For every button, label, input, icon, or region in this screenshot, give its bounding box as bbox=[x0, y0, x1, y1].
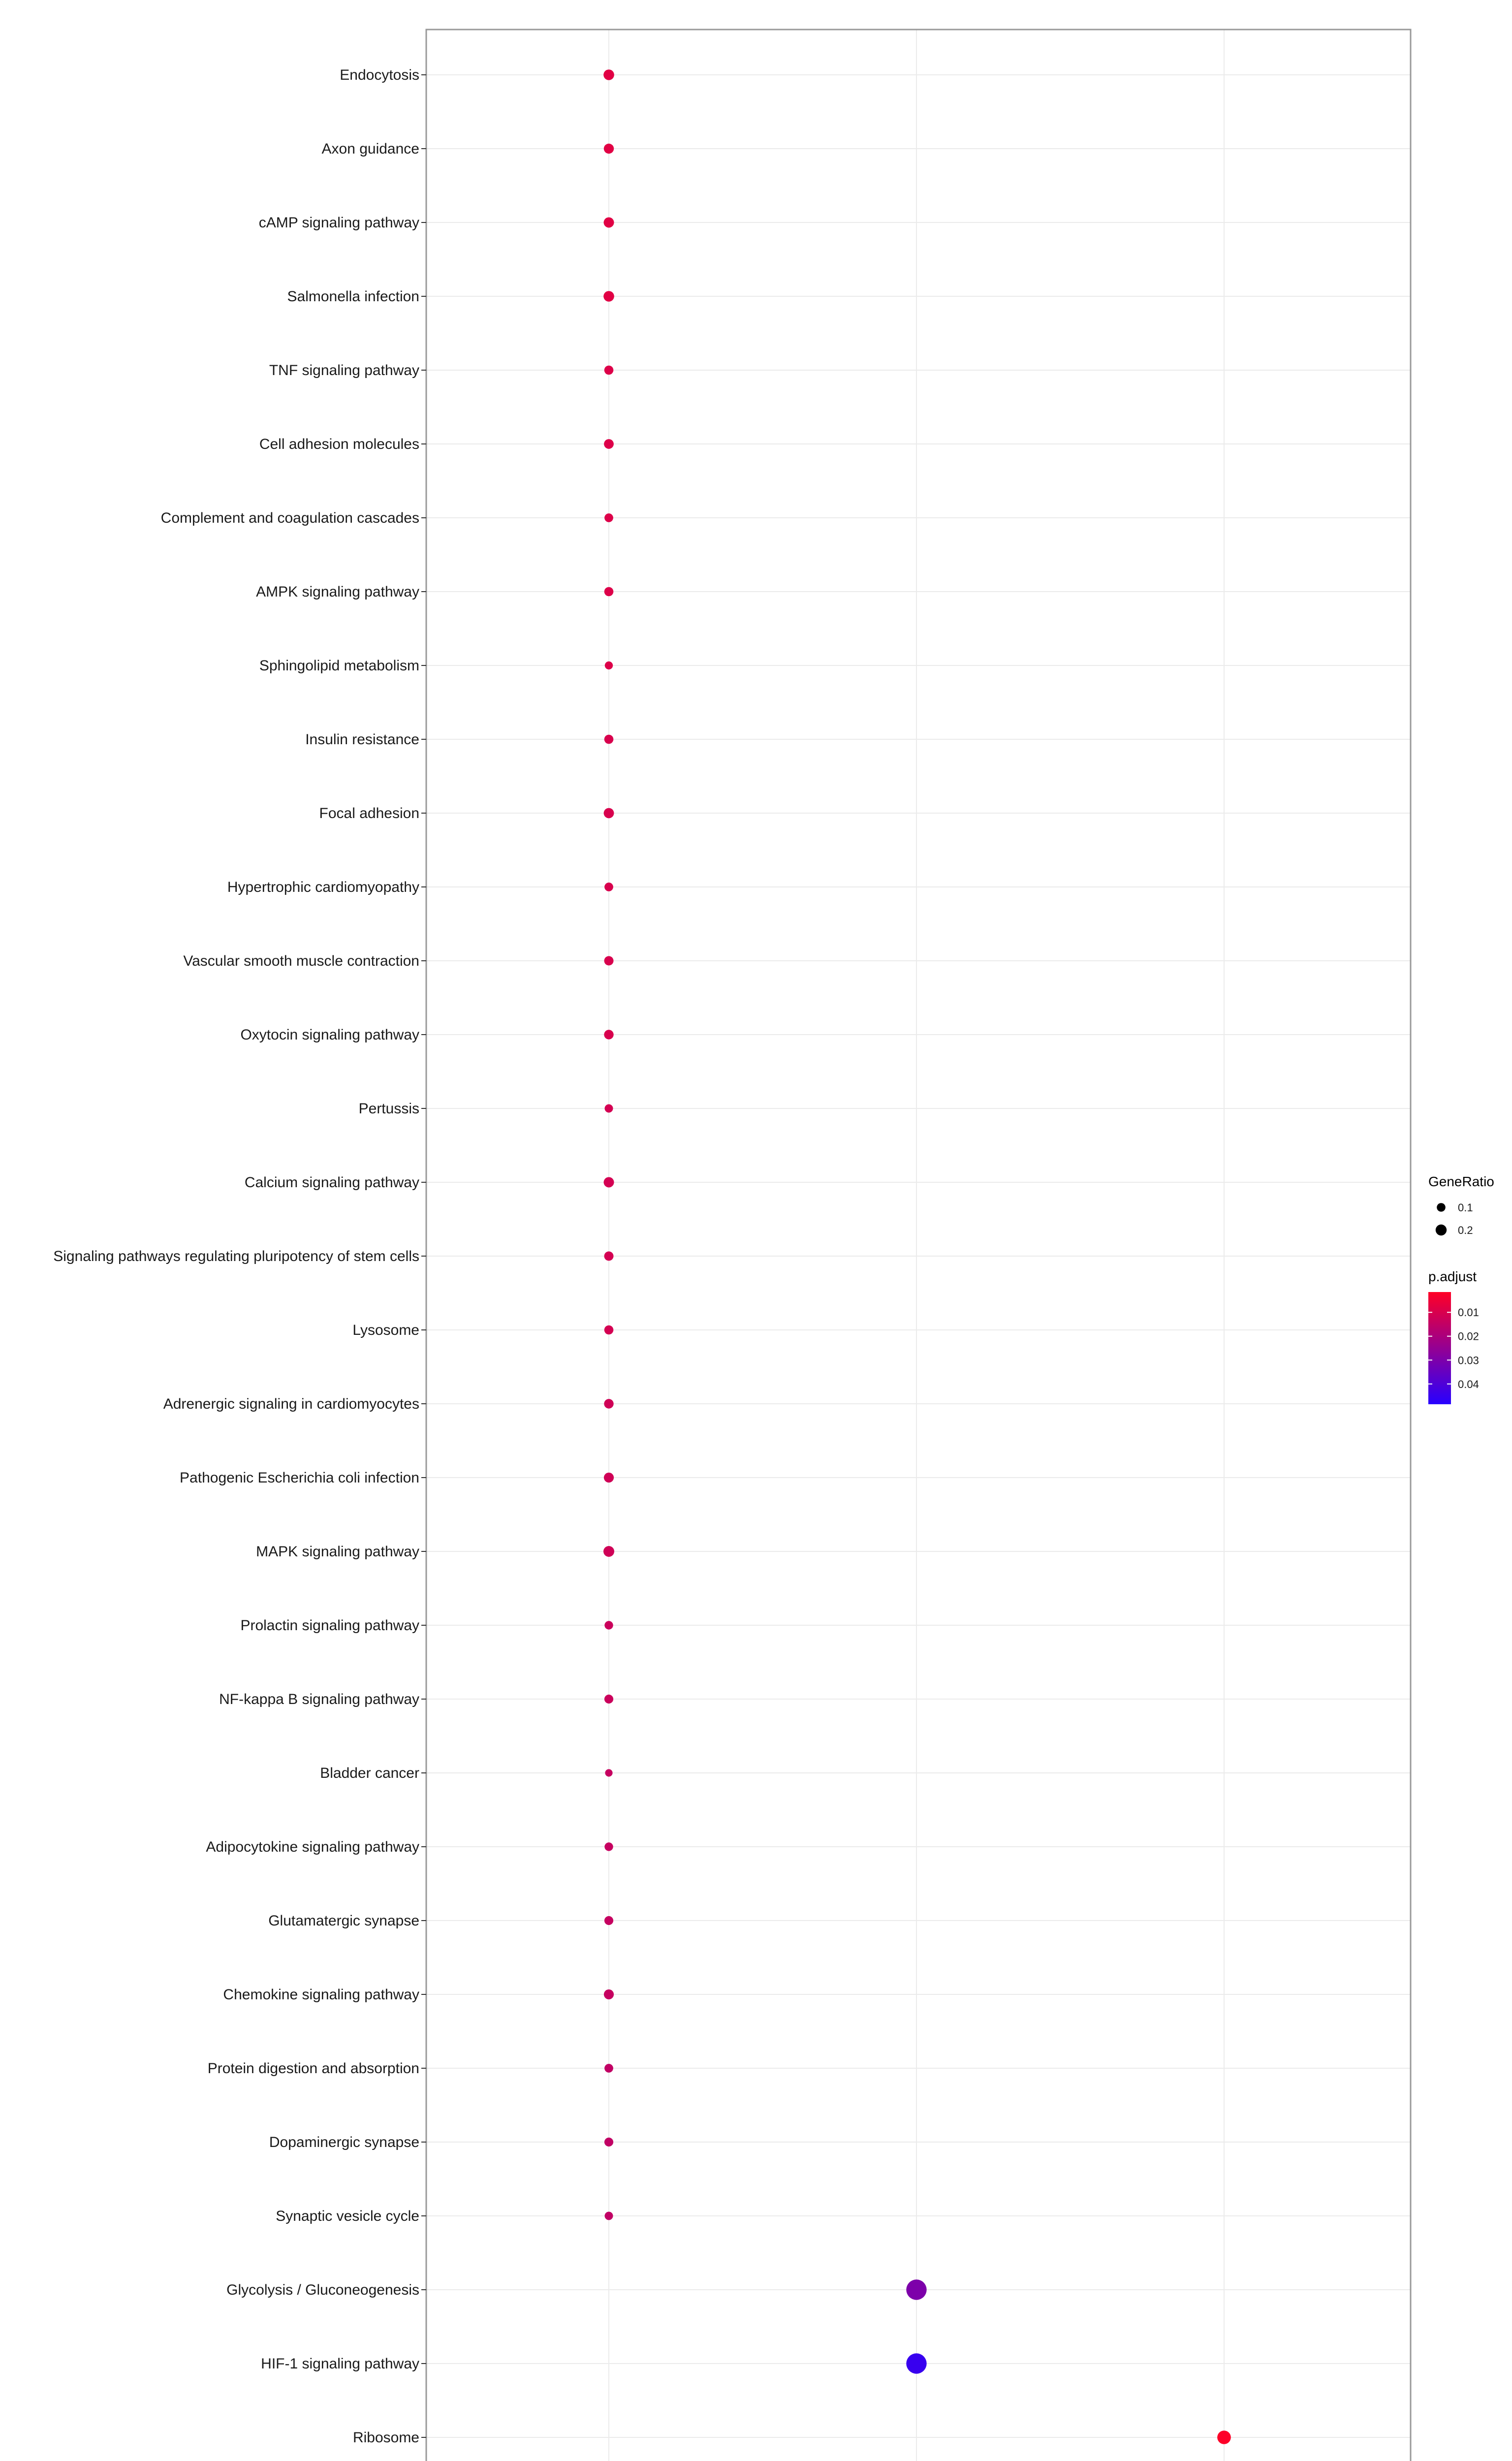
data-point bbox=[603, 69, 614, 80]
y-tick-label: Dopaminergic synapse bbox=[269, 2134, 419, 2150]
data-point bbox=[604, 2064, 613, 2073]
data-point bbox=[605, 1769, 612, 1776]
y-tick-label: Focal adhesion bbox=[319, 805, 419, 821]
data-point bbox=[604, 366, 614, 375]
data-point bbox=[604, 1695, 613, 1704]
data-point bbox=[906, 2279, 926, 2300]
data-point bbox=[604, 513, 613, 522]
size-legend-key bbox=[1436, 1225, 1447, 1235]
y-tick-label: AMPK signaling pathway bbox=[256, 584, 419, 600]
size-legend-label: 0.1 bbox=[1458, 1201, 1473, 1214]
y-tick-label: Adipocytokine signaling pathway bbox=[206, 1839, 419, 1855]
y-tick-label: Pathogenic Escherichia coli infection bbox=[180, 1470, 419, 1486]
y-tick-label: Hypertrophic cardiomyopathy bbox=[227, 879, 419, 895]
y-tick-label: Lysosome bbox=[352, 1322, 419, 1338]
color-legend-bar bbox=[1428, 1292, 1451, 1404]
y-tick-label: TNF signaling pathway bbox=[269, 362, 419, 379]
color-legend-label: 0.02 bbox=[1458, 1330, 1479, 1343]
data-point bbox=[604, 1177, 614, 1188]
y-tick-label: Axon guidance bbox=[321, 141, 419, 157]
data-point bbox=[605, 662, 613, 669]
color-legend-label: 0.03 bbox=[1458, 1354, 1479, 1367]
y-tick-label: Prolactin signaling pathway bbox=[240, 1617, 419, 1634]
data-point bbox=[604, 439, 614, 449]
color-legend-label: 0.01 bbox=[1458, 1306, 1479, 1319]
data-point bbox=[604, 956, 614, 966]
data-point bbox=[604, 1325, 614, 1335]
y-tick-label: Signaling pathways regulating pluripotency of stem cells bbox=[53, 1248, 419, 1264]
data-point bbox=[604, 808, 614, 819]
data-point bbox=[604, 587, 614, 597]
color-legend-label: 0.04 bbox=[1458, 1378, 1479, 1390]
y-tick-label: Salmonella infection bbox=[287, 288, 419, 305]
data-point bbox=[604, 1399, 613, 1408]
y-tick-label: Sphingolipid metabolism bbox=[259, 658, 419, 674]
y-tick-label: Complement and coagulation cascades bbox=[160, 510, 419, 526]
y-tick-label: Synaptic vesicle cycle bbox=[276, 2208, 419, 2224]
y-tick-label: Insulin resistance bbox=[305, 731, 419, 748]
y-tick-label: Bladder cancer bbox=[320, 1765, 419, 1781]
y-tick-label: Endocytosis bbox=[340, 67, 419, 83]
color-legend-title: p.adjust bbox=[1428, 1269, 1477, 1284]
y-tick-label: MAPK signaling pathway bbox=[256, 1544, 419, 1560]
data-point bbox=[604, 1030, 613, 1039]
y-tick-label: Pertussis bbox=[358, 1101, 419, 1117]
size-legend-key bbox=[1437, 1203, 1446, 1212]
data-point bbox=[604, 1621, 613, 1629]
y-tick-label: Oxytocin signaling pathway bbox=[240, 1027, 419, 1043]
data-point bbox=[603, 291, 614, 302]
data-point bbox=[604, 735, 614, 744]
size-legend-title: GeneRatio bbox=[1428, 1174, 1494, 1189]
data-point bbox=[604, 144, 614, 154]
y-tick-label: Glycolysis / Gluconeogenesis bbox=[226, 2282, 419, 2298]
data-point bbox=[604, 883, 613, 891]
y-tick-label: Glutamatergic synapse bbox=[268, 1913, 419, 1929]
y-tick-label: Adrenergic signaling in cardiomyocytes bbox=[163, 1396, 419, 1412]
y-tick-label: HIF-1 signaling pathway bbox=[261, 2356, 419, 2372]
data-point bbox=[604, 1989, 614, 1999]
data-point bbox=[906, 2353, 926, 2373]
data-point bbox=[605, 2212, 613, 2220]
y-tick-label: Ribosome bbox=[352, 2429, 419, 2446]
data-point bbox=[1217, 2430, 1231, 2444]
data-point bbox=[604, 218, 614, 228]
data-point bbox=[604, 2138, 613, 2146]
data-point bbox=[605, 1104, 613, 1113]
data-point bbox=[604, 1842, 613, 1851]
y-tick-label: Chemokine signaling pathway bbox=[223, 1987, 419, 2003]
size-legend-label: 0.2 bbox=[1458, 1224, 1473, 1236]
data-point bbox=[604, 1473, 614, 1483]
data-point bbox=[603, 1546, 614, 1557]
y-tick-label: Calcium signaling pathway bbox=[244, 1174, 419, 1191]
y-tick-label: Cell adhesion molecules bbox=[259, 436, 419, 452]
y-tick-label: cAMP signaling pathway bbox=[258, 215, 419, 231]
y-tick-label: NF-kappa B signaling pathway bbox=[219, 1691, 419, 1707]
y-tick-label: Protein digestion and absorption bbox=[207, 2060, 419, 2077]
y-tick-label: Vascular smooth muscle contraction bbox=[183, 953, 419, 969]
data-point bbox=[604, 1252, 614, 1261]
data-point bbox=[604, 1916, 613, 1925]
